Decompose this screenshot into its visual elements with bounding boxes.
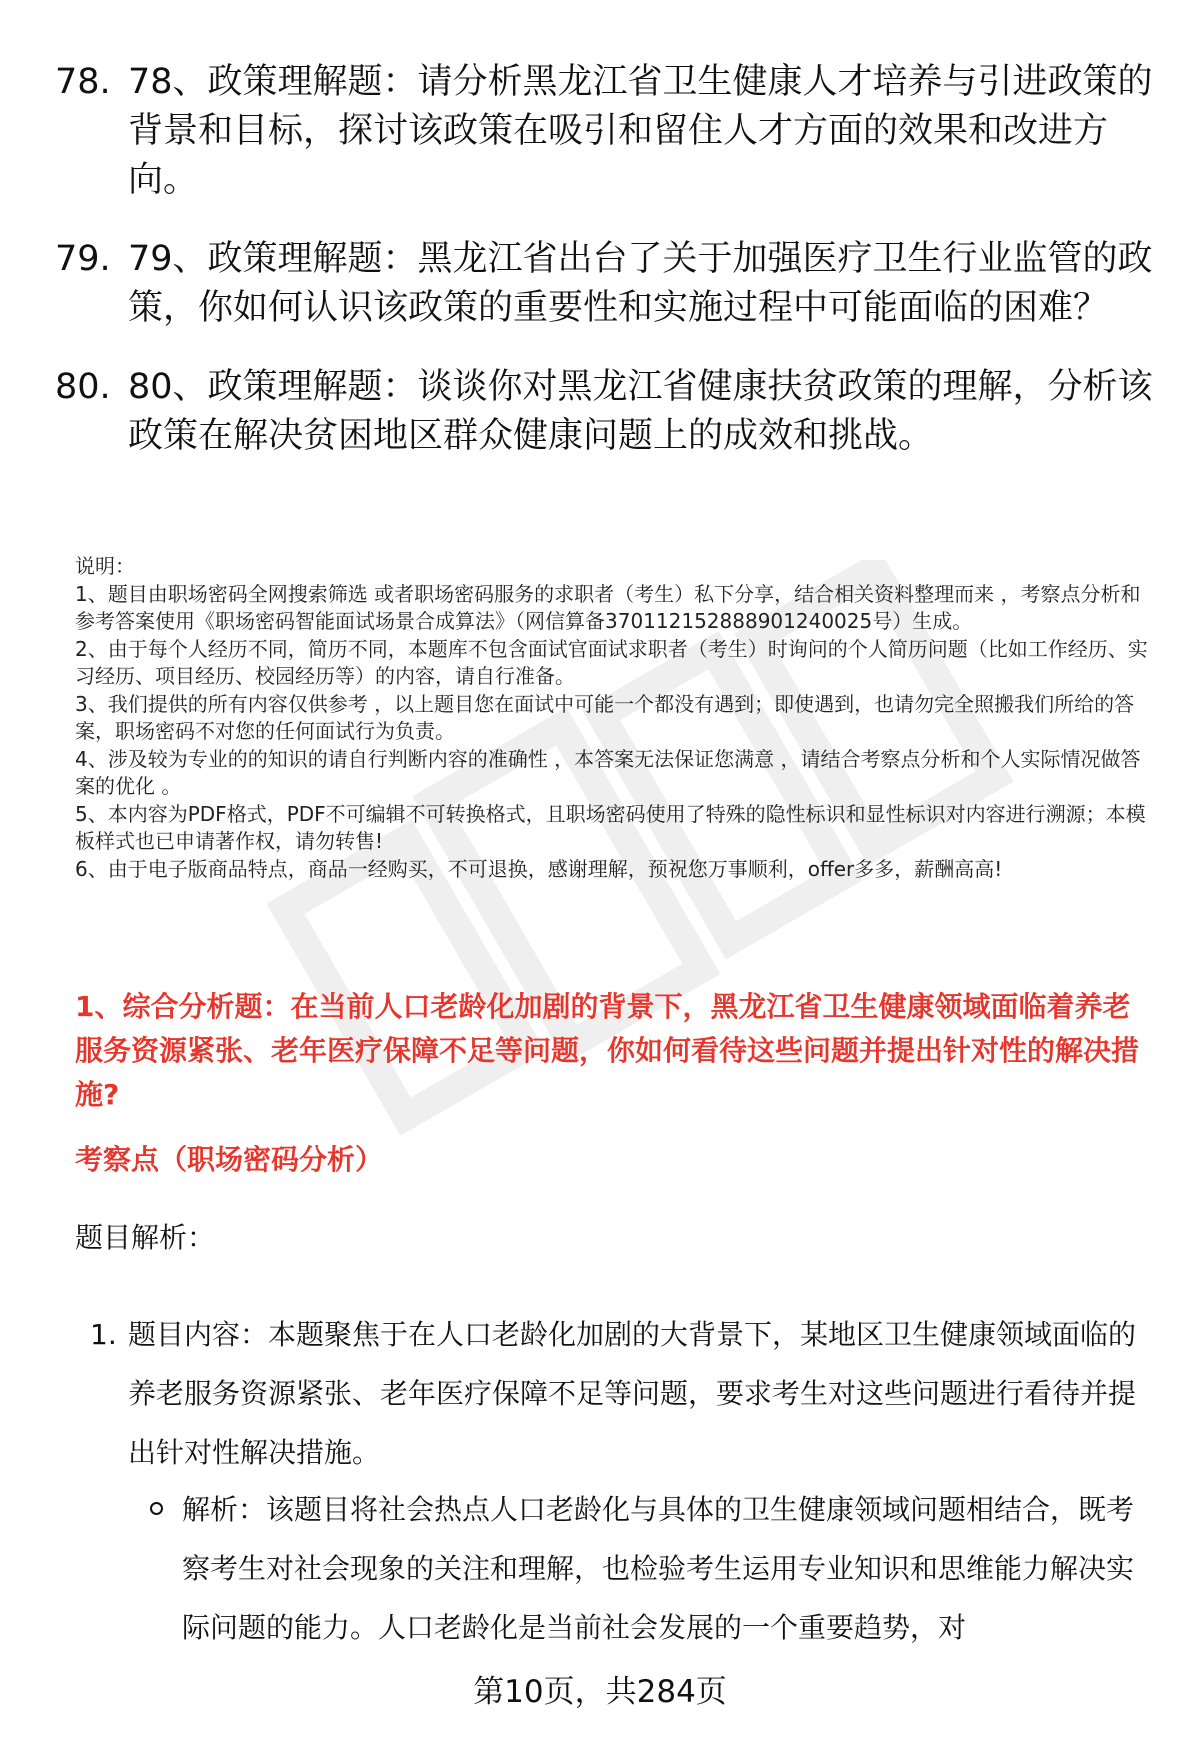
notes-item: 3、我们提供的所有内容仅供参考 ，以上题目您在面试中可能一个都没有遇到；即使遇到，也请勿完全照搬我们所给的答案，职场密码不对您的任何面试行为负责。	[75, 691, 1135, 743]
question-text: 78、政策理解题：请分析黑龙江省卫生健康人才培养与引进政策的背景和目标，探讨该政策在吸引和留住人才方面的效果和改进方向。	[128, 62, 1153, 200]
nested-list-item	[150, 1480, 1150, 1657]
question-number: 79.	[55, 239, 111, 279]
page-footer: 第10页，共284页	[473, 1674, 727, 1710]
notes-item: 6、由于电子版商品特点，商品一经购买，不可退换，感谢理解，预祝您万事顺利，offer多多，薪酬高高!	[75, 856, 1003, 881]
notes-item: 5、本内容为PDF格式，PDF不可编辑不可转换格式，且职场密码使用了特殊的隐性标识和显性标识对内容进行溯源；本模板样式也已申请著作权，请勿转售!	[75, 801, 1146, 853]
main-question: 1、综合分析题：在当前人口老龄化加剧的背景下，黑龙江省卫生健康领域面临着养老服务资源紧张、老年医疗保障不足等问题，你如何看待这些问题并提出针对性的解决措施?	[75, 990, 1140, 1111]
ordered-list-item	[90, 1305, 1150, 1482]
question-list	[55, 58, 1155, 491]
question-item	[55, 235, 1155, 333]
question-number: 78.	[55, 62, 111, 102]
question-item	[55, 58, 1155, 205]
list-number: 1.	[90, 1318, 117, 1351]
notes-item: 4、涉及较为专业的的知识的请自行判断内容的准确性 ，本答案无法保证您满意 ，请结合考察点分析和个人实际情况做答案的优化 。	[75, 746, 1141, 798]
section-subheading: 题目解析：	[75, 1221, 216, 1254]
notes-item: 2、由于每个人经历不同，简历不同，本题库不包含面试官面试求职者（考生）时询问的个人简历问题（比如工作经历、实习经历、项目经历、校园经历等）的内容，请自行准备。	[75, 636, 1148, 688]
question-number: 80.	[55, 367, 111, 407]
disclaimer-notes	[75, 553, 1160, 883]
question-text: 79、政策理解题：黑龙江省出台了关于加强医疗卫生行业监管的政策，你如何认识该政策的重要性和实施过程中可能面临的困难？	[128, 239, 1153, 328]
notes-title: 说明：	[75, 554, 135, 578]
list-item-text: 题目内容：本题聚焦于在人口老龄化加剧的大背景下，某地区卫生健康领域面临的养老服务资源紧张、老年医疗保障不足等问题，要求考生对这些问题进行看待并提出针对性解决措施。	[128, 1318, 1137, 1469]
notes-item: 1、题目由职场密码全网搜索筛选 或者职场密码服务的求职者（考生）私下分享，结合相关资料整理而来 ，考察点分析和参考答案使用《职场密码智能面试场景合成算法》（网信算备370112152888901240025号）生成。	[75, 581, 1141, 633]
nested-item-text: 解析：该题目将社会热点人口老龄化与具体的卫生健康领域问题相结合，既考察考生对社会现象的关注和理解，也检验考生运用专业知识和思维能力解决实际问题的能力。人口老龄化是当前社会发展的一个重要趋势，对	[182, 1493, 1135, 1644]
question-text: 80、政策理解题：谈谈你对黑龙江省健康扶贫政策的理解，分析该政策在解决贫困地区群众健康问题上的成效和挑战。	[128, 367, 1153, 456]
circle-bullet-icon	[150, 1480, 182, 1657]
question-item	[55, 363, 1155, 461]
analysis-heading: 考察点（职场密码分析）	[75, 1143, 384, 1176]
